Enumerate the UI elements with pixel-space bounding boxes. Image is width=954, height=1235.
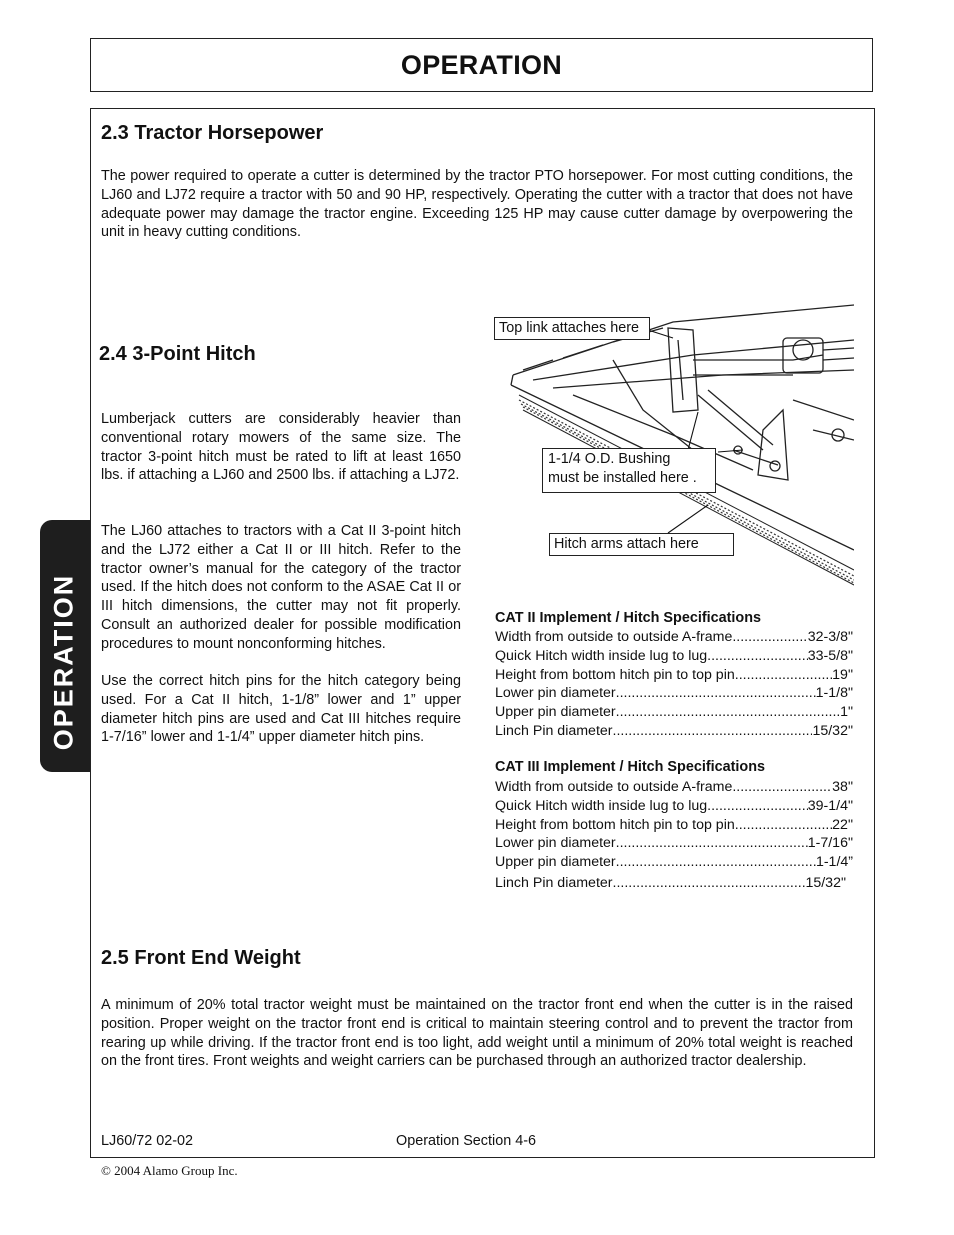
spec-value: 22" <box>832 816 853 833</box>
spec-label: Quick Hitch width inside lug to lug <box>495 797 708 814</box>
spec-row <box>495 722 853 741</box>
paragraph-front-end-weight: A minimum of 20% total tractor weight must be maintained on the tractor front end when the cutter is in the raised position. Proper weight on the tractor front end is critical to maintain steering control and to prevent the tractor from rearing up while driving. If the tractor front end is too light, add weight until a minimum of 20% total weight is reached on the front tires. Front weights and weight carriers can be purchased through an authorized tractor dealership. <box>101 997 853 1070</box>
spec-value: 19" <box>832 666 853 683</box>
spec-label: Width from outside to outside A-frame <box>495 779 733 795</box>
spec-row <box>495 834 853 853</box>
spec-leader <box>616 684 816 703</box>
page-title: OPERATION <box>400 49 563 80</box>
spec-row <box>495 666 853 685</box>
spec-value: 1-1/8" <box>815 685 853 702</box>
footer-section: Operation Section 4-6 <box>396 1133 536 1149</box>
spec-leader <box>616 853 816 872</box>
paragraph-hitch-category: The LJ60 attaches to tractors with a Cat II 3-point hitch and the LJ72 either a Cat II or III hitch. Refer to the tractor owner’s manual for the category of the tractor used. If the hitch does not conform to the ASAE Cat II or III hitch dimensions, the cutter may not fit properly. Consult an authorized dealer for possible modification procedures to mount nonconforming hitches. <box>101 523 461 652</box>
spec-label: Lower pin diameter <box>495 835 616 852</box>
paragraph-tractor-horsepower: The power required to operate a cutter is determined by the tractor PTO horsepower. For most cutting conditions, the LJ60 and LJ72 require a tractor with 50 and 90 HP, respectively. Operating the cutter with a tractor that does not have adequate power may damage the tractor engine. Exceeding 125 HP may cause cutter damage by overpowering the unit in heavy cutting conditions. <box>101 168 853 241</box>
spec-leader <box>613 874 806 893</box>
spec-label: Upper pin diameter <box>495 854 616 871</box>
copyright: © 2004 Alamo Group Inc. <box>101 1163 238 1178</box>
spec-value: 32-3/8" <box>807 629 853 645</box>
spec-leader <box>616 834 808 853</box>
spec-label: Lower pin diameter <box>495 685 616 702</box>
spec-value: 39-1/4" <box>807 797 853 814</box>
spec-row <box>495 647 853 666</box>
callout-bushing-line-1: 1-1/4 O.D. Bushing <box>548 451 671 467</box>
cat3-spec-list <box>495 778 853 893</box>
spec-label: Upper pin diameter <box>495 704 616 721</box>
section-title-tractor-horsepower: 2.3 Tractor Horsepower <box>101 122 324 144</box>
spec-leader <box>732 778 832 797</box>
spec-row <box>495 684 853 703</box>
spec-label: Height from bottom hitch pin to top pin <box>495 816 735 833</box>
spec-label: Quick Hitch width inside lug to lug <box>495 647 708 664</box>
spec-row <box>495 853 853 872</box>
spec-leader <box>707 647 808 666</box>
spec-value: 15/32" <box>812 722 853 739</box>
spec-row <box>495 797 853 816</box>
spec-leader <box>732 628 807 647</box>
spec-label: Linch Pin diameter <box>495 874 613 891</box>
spec-value: 33-5/8" <box>807 647 853 664</box>
spec-value: 15/32" <box>805 874 846 891</box>
spec-leader <box>707 797 808 816</box>
spec-row <box>495 778 853 797</box>
spec-leader <box>735 816 832 835</box>
callout-hitch-arms: Hitch arms attach here <box>549 533 734 556</box>
spec-value: 1-1/4” <box>815 854 853 871</box>
side-tab-label: OPERATION <box>48 573 79 751</box>
spec-leader <box>616 703 840 722</box>
spec-leader <box>613 722 813 741</box>
footer-model: LJ60/72 02-02 <box>101 1133 194 1149</box>
paragraph-hitch-weight: Lumberjack cutters are considerably heavier than conventional rotary mowers of the same size. The tractor 3-point hitch must be rated to lift at least 1650 lbs. if attaching a LJ60 and 2500 lbs. if attaching a LJ72. <box>101 411 461 484</box>
cat2-spec-list <box>495 628 853 741</box>
cat3-spec-title: CAT III Implement / Hitch Specifications <box>495 759 765 775</box>
callout-bushing <box>542 448 716 493</box>
callout-top-link: Top link attaches here <box>494 317 650 340</box>
paragraph-hitch-pins: Use the correct hitch pins for the hitch category being used. For a Cat II hitch, 1-1/8” lower and 1” upper diameter hitch pins are used and Cat III hitches require 1-7/16” lower and 1-1/4” upper diameter hitch pins. <box>101 673 461 746</box>
spec-row <box>495 703 853 722</box>
cat2-spec-title: CAT II Implement / Hitch Specifications <box>495 610 762 626</box>
spec-label: Width from outside to outside A-frame <box>495 629 733 645</box>
spec-row <box>495 628 853 647</box>
section-title-front-end-weight: 2.5 Front End Weight <box>101 947 301 969</box>
section-title-3-point-hitch: 2.4 3-Point Hitch <box>99 343 256 365</box>
spec-leader <box>735 666 832 685</box>
spec-value: 1-7/16" <box>807 835 853 852</box>
spec-label: Height from bottom hitch pin to top pin <box>495 666 735 683</box>
spec-row <box>495 874 846 893</box>
page-header <box>90 38 873 92</box>
callout-bushing-line-2: must be installed here . <box>548 470 697 486</box>
hitch-illustration <box>493 300 854 590</box>
spec-label: Linch Pin diameter <box>495 722 613 739</box>
spec-row <box>495 816 853 835</box>
spec-value: 38" <box>832 779 853 795</box>
spec-value: 1" <box>840 704 853 721</box>
